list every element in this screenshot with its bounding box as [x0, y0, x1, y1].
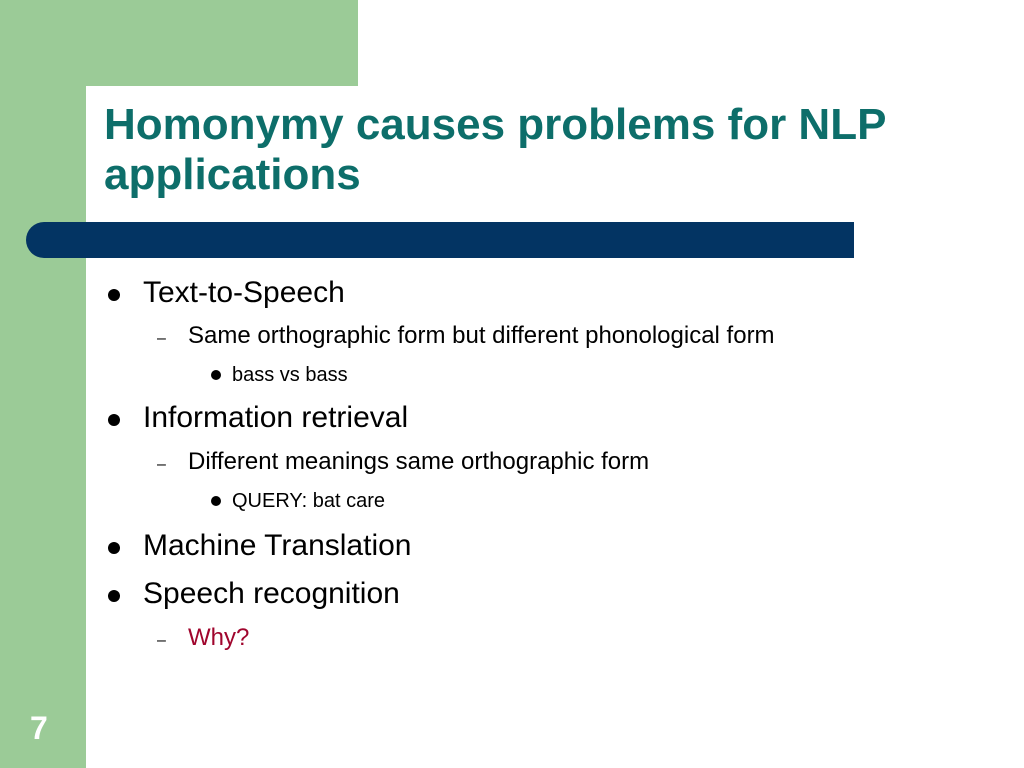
- dash-marker: –: [157, 632, 166, 649]
- bullet-item: [143, 401, 408, 435]
- sub-sub-bullet-dot: [211, 370, 221, 380]
- slide-number: 7: [30, 710, 48, 746]
- sub-sub-bullet-text: QUERY: bat care: [232, 490, 386, 512]
- dash-marker: –: [157, 330, 166, 347]
- bullet-text: Speech recognition: [143, 577, 400, 610]
- bullet-item: [143, 577, 400, 611]
- sub-sub-bullet-item: [232, 489, 385, 513]
- bullet-dot: [108, 590, 120, 602]
- sub-bullet-item: [188, 448, 649, 476]
- bullet-item: [143, 276, 345, 310]
- bullet-item: [143, 529, 411, 563]
- bullet-text: Text-to-Speech: [143, 276, 345, 309]
- emphasis-text: Why?: [188, 624, 250, 651]
- sub-bullet-text: Different meanings same orthographic form: [188, 448, 650, 475]
- bullet-text: Machine Translation: [143, 529, 412, 562]
- bullet-dot: [108, 289, 120, 301]
- slide-title: Homonymy causes problems for NLP applications: [104, 100, 886, 199]
- sub-bullet-text: Same orthographic form but different phonological form: [188, 322, 775, 349]
- sub-sub-bullet-text: bass vs bass: [232, 364, 348, 386]
- sub-bullet-item: [188, 624, 249, 652]
- bullet-dot: [108, 542, 120, 554]
- sub-bullet-item: [188, 322, 775, 350]
- sub-sub-bullet-dot: [211, 496, 221, 506]
- bullet-dot: [108, 414, 120, 426]
- bullet-text: Information retrieval: [143, 401, 409, 434]
- sub-sub-bullet-item: [232, 363, 348, 387]
- dash-marker: –: [157, 456, 166, 473]
